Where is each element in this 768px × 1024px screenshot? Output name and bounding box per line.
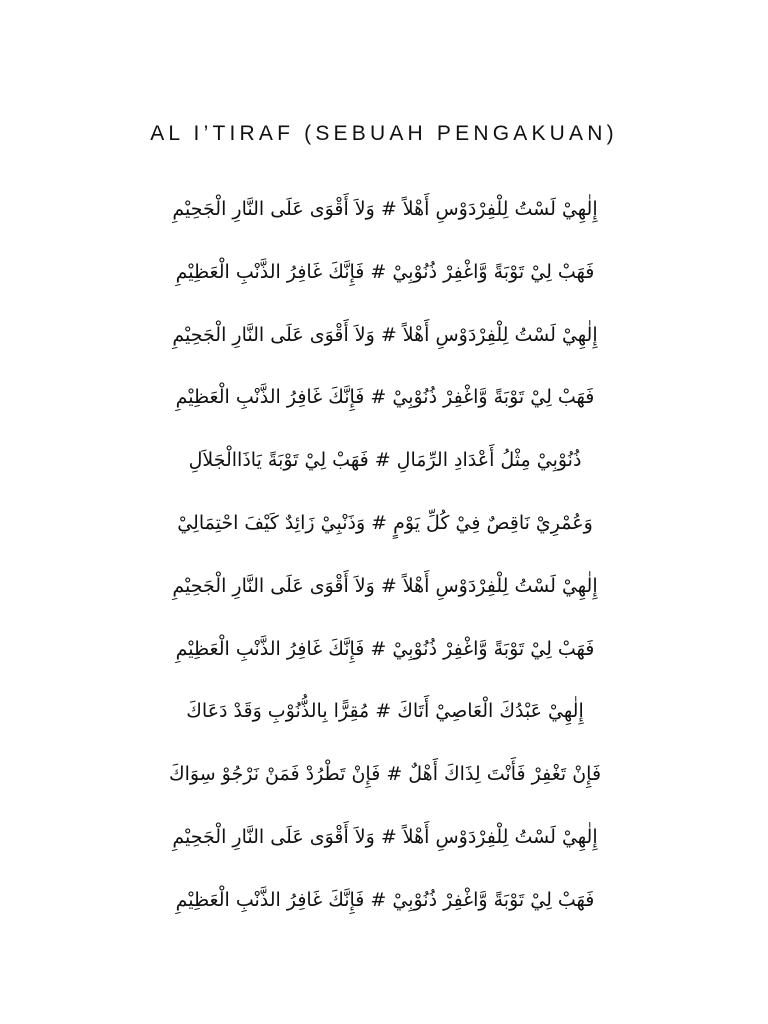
- verse-line: فَهَبْ لِيْ تَوْبَةً وَّاغْفِرْ ذُنُوْبِيْ # فَإِنَّكَ غَافِرُ الذَّنْبِ الْعَظِيْمِ: [175, 637, 595, 660]
- page-title: AL I’TIRAF (SEBUAH PENGAKUAN): [150, 122, 618, 146]
- verse-line: إِلٰهِيْ لَسْتُ لِلْفِرْدَوْسِ أَهْلاً # وَلاَ أَقْوَى عَلَى النَّارِ الْجَحِيْمِ: [172, 574, 598, 597]
- verse-line: ذُنُوْبِيْ مِثْلُ أَعْدَادِ الرِّمَالِ # فَهَبْ لِيْ تَوْبَةً يَاذَاالْجَلاَلِ: [188, 449, 582, 472]
- verse-line: فَهَبْ لِيْ تَوْبَةً وَّاغْفِرْ ذُنُوْبِيْ # فَإِنَّكَ غَافِرُ الذَّنْبِ الْعَظِيْمِ: [175, 260, 595, 283]
- verse-line: وَعُمْرِيْ نَاقِصٌ فِيْ كُلِّ يَوْمٍ # وَذَنْبِيْ زَائِدٌ كَيْفَ احْتِمَالِيْ: [177, 511, 593, 534]
- verse-list: [150, 178, 620, 932]
- verse-line: فَإِنْ تَغْفِرْ فَأَنْتَ لِذَاكَ أَهْلٌ # فَإِنْ تَطْرُدْ فَمَنْ نَرْجُوْ سِوَاكَ: [168, 763, 602, 786]
- verse-line: إِلٰهِيْ لَسْتُ لِلْفِرْدَوْسِ أَهْلاً # وَلاَ أَقْوَى عَلَى النَّارِ الْجَحِيْمِ: [172, 825, 598, 848]
- verse-line: إِلٰهِيْ لَسْتُ لِلْفِرْدَوْسِ أَهْلاً # وَلاَ أَقْوَى عَلَى النَّارِ الْجَحِيْمِ: [172, 198, 598, 220]
- verse-line: إِلٰهِيْ عَبْدُكَ الْعَاصِيْ أَتَاكَ # مُقِرًّا بِالذُّنُوْبِ وَقَدْ دَعَاكَ: [186, 700, 584, 723]
- verse-line: إِلٰهِيْ لَسْتُ لِلْفِرْدَوْسِ أَهْلاً # وَلاَ أَقْوَى عَلَى النَّارِ الْجَحِيْمِ: [172, 323, 598, 346]
- verse-line: فَهَبْ لِيْ تَوْبَةً وَّاغْفِرْ ذُنُوْبِيْ # فَإِنَّكَ غَافِرُ الذَّنْبِ الْعَظِيْمِ: [175, 386, 595, 409]
- verse-line: فَهَبْ لِيْ تَوْبَةً وَّاغْفِرْ ذُنُوْبِيْ # فَإِنَّكَ غَافِرُ الذَّنْبِ الْعَظِيْمِ: [175, 888, 595, 911]
